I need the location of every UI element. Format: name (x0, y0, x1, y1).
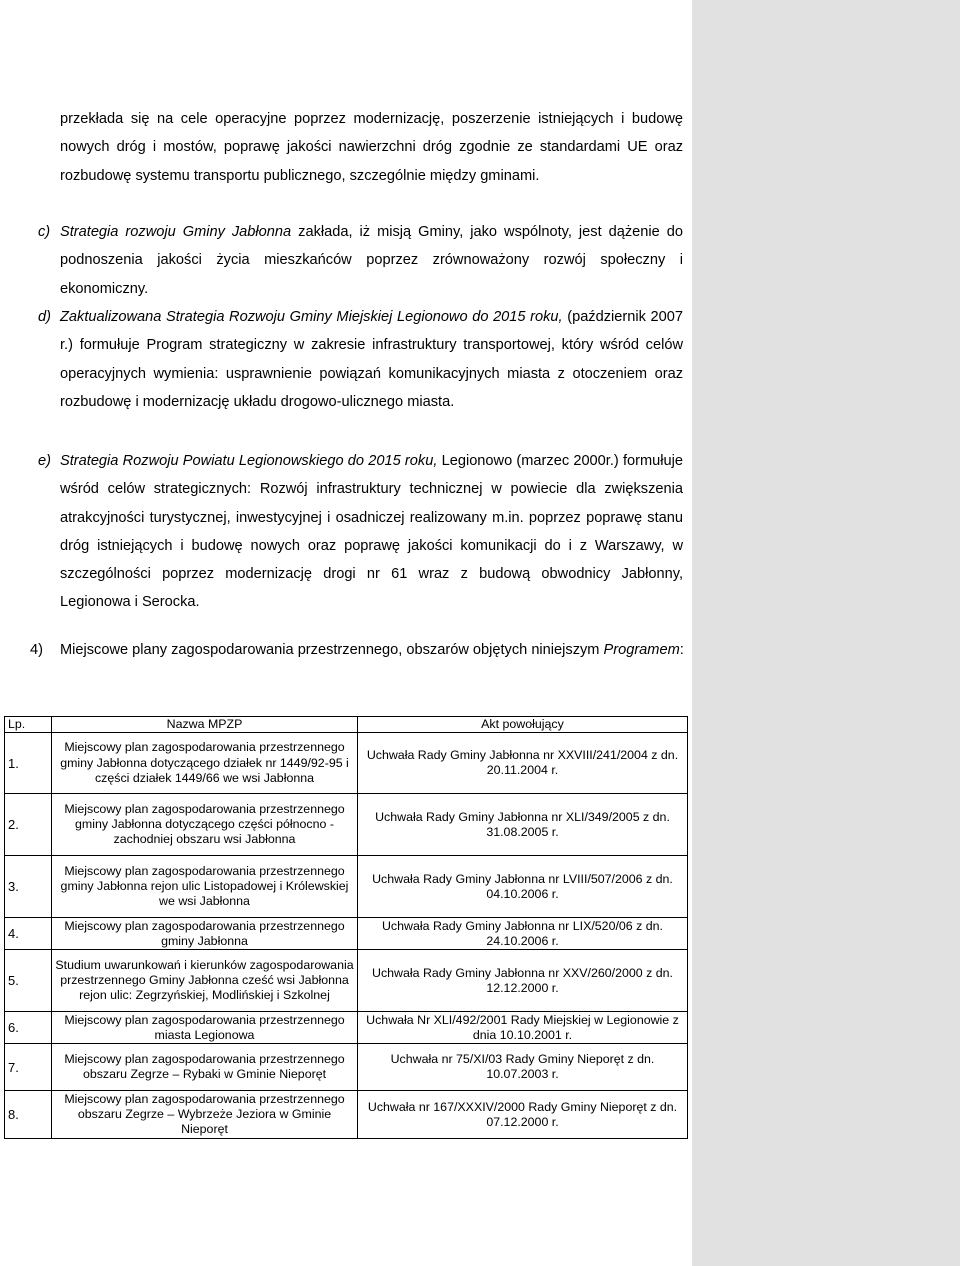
section-4-number: 4) (30, 642, 43, 658)
section-4-text (60, 636, 690, 664)
paragraph-d (38, 303, 683, 416)
row-act: Uchwała Rady Gminy Jabłonna nr LIX/520/06 z dn. 24.10.2006 r. (358, 918, 688, 950)
table-header-row (5, 717, 688, 733)
table-row (5, 1012, 688, 1044)
header-name: Nazwa MPZP (52, 717, 358, 733)
paragraph-c-label: c) (38, 224, 51, 240)
row-name: Miejscowy plan zagospodarowania przestrzennego miasta Legionowa (52, 1012, 358, 1044)
header-act: Akt powołujący (358, 717, 688, 733)
section-4-text-main: Miejscowe plany zagospodarowania przestrzennego, obszarów objętych niniejszym (60, 642, 604, 658)
paragraph-c-text: zakłada, iż misją Gminy, jako wspólnoty, jest dążenie do podnoszenia jakości życia mieszkańców poprzez zrównoważony rozwój społeczny i ekonomiczny. (60, 224, 684, 297)
section-4-tail: : (679, 642, 684, 658)
row-act: Uchwała Rady Gminy Jabłonna nr LVIII/507/2006 z dn. 04.10.2006 r. (358, 856, 688, 918)
row-name: Miejscowy plan zagospodarowania przestrzennego gminy Jabłonna (52, 918, 358, 950)
row-lp: 2. (5, 794, 52, 856)
paragraph-e-label: e) (38, 453, 51, 469)
table-row (5, 918, 688, 950)
table-row (5, 1044, 688, 1091)
paragraph-e-title: Strategia Rozwoju Powiatu Legionowskiego do 2015 roku, (60, 453, 438, 469)
row-name: Miejscowy plan zagospodarowania przestrzennego gminy Jabłonna dotyczącego części północno - zachodniej obszaru wsi Jabłonna (52, 794, 358, 856)
row-lp: 4. (5, 918, 52, 950)
row-lp: 7. (5, 1044, 52, 1091)
row-lp: 5. (5, 950, 52, 1012)
row-name: Miejscowy plan zagospodarowania przestrzennego obszaru Zegrze – Rybaki w Gminie Nieporęt (52, 1044, 358, 1091)
row-act: Uchwała Rady Gminy Jabłonna nr XLI/349/2005 z dn. 31.08.2005 r. (358, 794, 688, 856)
row-act: Uchwała nr 75/XI/03 Rady Gminy Nieporęt z dn. 10.07.2003 r. (358, 1044, 688, 1091)
mpzp-table (4, 716, 688, 1139)
paragraph-d-title: Zaktualizowana Strategia Rozwoju Gminy Miejskiej Legionowo do 2015 roku, (60, 309, 563, 325)
row-lp: 1. (5, 733, 52, 794)
table-row (5, 1091, 688, 1139)
table-row (5, 950, 688, 1012)
row-act: Uchwała nr 167/XXXIV/2000 Rady Gminy Nieporęt z dn. 07.12.2000 r. (358, 1091, 688, 1139)
paragraph-d-text: (październik 2007 r.) formułuje Program strategiczny w zakresie infrastruktury transportowej, który wśród celów operacyjnych wymienia: usprawnienie powiązań komunikacyjnych miasta z otoczeniem oraz rozbudowę i modernizację układu drogowo-ulicznego miasta. (60, 309, 683, 410)
row-name: Miejscowy plan zagospodarowania przestrzennego gminy Jabłonna dotyczącego działek nr 1449/92-95 i części działek 1449/66 we wsi Jabłonna (52, 733, 358, 794)
table-row (5, 733, 688, 794)
row-name: Studium uwarunkowań i kierunków zagospodarowania przestrzennego Gminy Jabłonna cześć wsi Jabłonna rejon ulic: Zegrzyńskiej, Modlińskiej i Szkolnej (52, 950, 358, 1012)
row-lp: 6. (5, 1012, 52, 1044)
paragraph-intro (60, 105, 683, 190)
row-act: Uchwała Rady Gminy Jabłonna nr XXVIII/241/2004 z dn. 20.11.2004 r. (358, 733, 688, 794)
paragraph-e-text: Legionowo (marzec 2000r.) formułuje wśród celów strategicznych: Rozwój infrastruktury technicznej w powiecie dla zwiększenia atrakcyjności turystycznej, inwestycyjnej i osadniczej realizowany m.in. poprzez poprawę stanu dróg istniejących i budowę nowych oraz poprawę jakości komunikacji do i z Warszawy, w szczególności poprzez modernizację drogi nr 61 wraz z budową obwodnicy Jabłonny, Legionowa i Serocka. (60, 453, 683, 611)
paragraph-c (38, 218, 684, 303)
section-4-emph: Programem (603, 642, 680, 658)
row-lp: 8. (5, 1091, 52, 1139)
table-row (5, 794, 688, 856)
row-lp: 3. (5, 856, 52, 918)
row-act: Uchwała Rady Gminy Jabłonna nr XXV/260/2000 z dn. 12.12.2000 r. (358, 950, 688, 1012)
paragraph-d-label: d) (38, 309, 51, 325)
row-name: Miejscowy plan zagospodarowania przestrzennego gminy Jabłonna rejon ulic Listopadowej i Królewskiej we wsi Jabłonna (52, 856, 358, 918)
paragraph-c-title: Strategia rozwoju Gminy Jabłonna (60, 224, 292, 240)
paragraph-intro-text: przekłada się na cele operacyjne poprzez modernizację, poszerzenie istniejących i budowę nowych dróg i mostów, poprawę jakości nawierzchni dróg zgodnie ze standardami UE oraz rozbudowę systemu transportu publicznego, szczególnie między gminami. (60, 111, 683, 184)
header-lp: Lp. (5, 717, 52, 733)
row-act: Uchwała Nr XLI/492/2001 Rady Miejskiej w Legionowie z dnia 10.10.2001 r. (358, 1012, 688, 1044)
row-name: Miejscowy plan zagospodarowania przestrzennego obszaru Zegrze – Wybrzeże Jeziora w Gminie Nieporęt (52, 1091, 358, 1139)
table-row (5, 856, 688, 918)
paragraph-e (38, 447, 683, 617)
